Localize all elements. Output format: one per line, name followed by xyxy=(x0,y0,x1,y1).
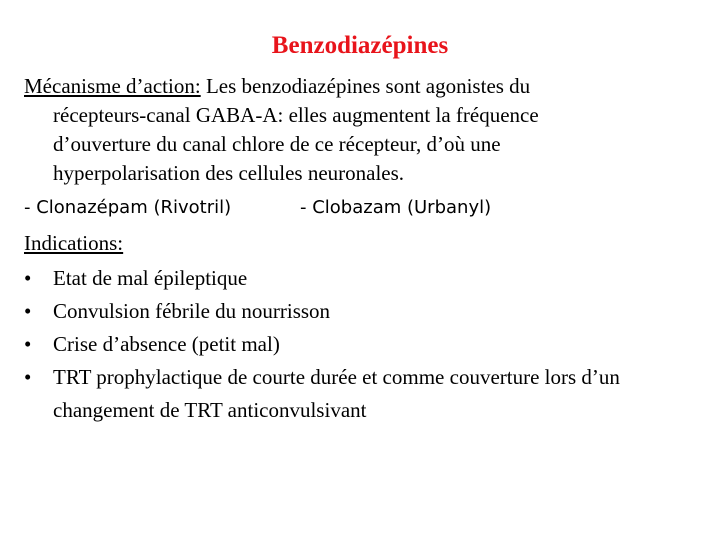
list-item xyxy=(24,262,714,295)
mechanism-label: Mécanisme d’action: xyxy=(24,74,201,98)
mechanism-text-line-3: d’ouverture du canal chlore de ce récepteur, d’où une xyxy=(53,132,501,156)
indication-text: Convulsion fébrile du nourrisson xyxy=(53,299,331,323)
mechanism-text-line-2: récepteurs-canal GABA-A: elles augmentent la fréquence xyxy=(53,103,539,127)
indication-text: Crise d’absence (petit mal) xyxy=(53,332,280,356)
mechanism-paragraph xyxy=(24,72,704,188)
bullet-icon: • xyxy=(24,365,32,389)
mechanism-first-line xyxy=(24,72,704,101)
indications-list xyxy=(24,262,714,427)
mechanism-text-line-4: hyperpolarisation des cellules neuronales. xyxy=(53,161,405,185)
indications-heading: Indications: xyxy=(24,231,124,255)
bullet-icon: • xyxy=(24,299,32,323)
list-item xyxy=(24,328,714,361)
mechanism-text-line-1: Les benzodiazépines sont agonistes du xyxy=(200,74,531,98)
bullet-icon: • xyxy=(24,266,32,290)
drug-examples xyxy=(24,195,492,221)
bullet-icon: • xyxy=(24,332,32,356)
indication-text: TRT prophylactique de courte durée et comme couverture lors d’un changement de TRT anticonvulsivant xyxy=(53,365,620,422)
list-item xyxy=(24,295,714,328)
drug-clonazepam: - Clonazépam (Rivotril) xyxy=(24,197,232,218)
slide-title: Benzodiazépines xyxy=(271,32,449,59)
drug-clobazam: - Clobazam (Urbanyl) xyxy=(300,197,492,218)
list-item xyxy=(24,361,714,427)
indication-text: Etat de mal épileptique xyxy=(53,266,248,290)
